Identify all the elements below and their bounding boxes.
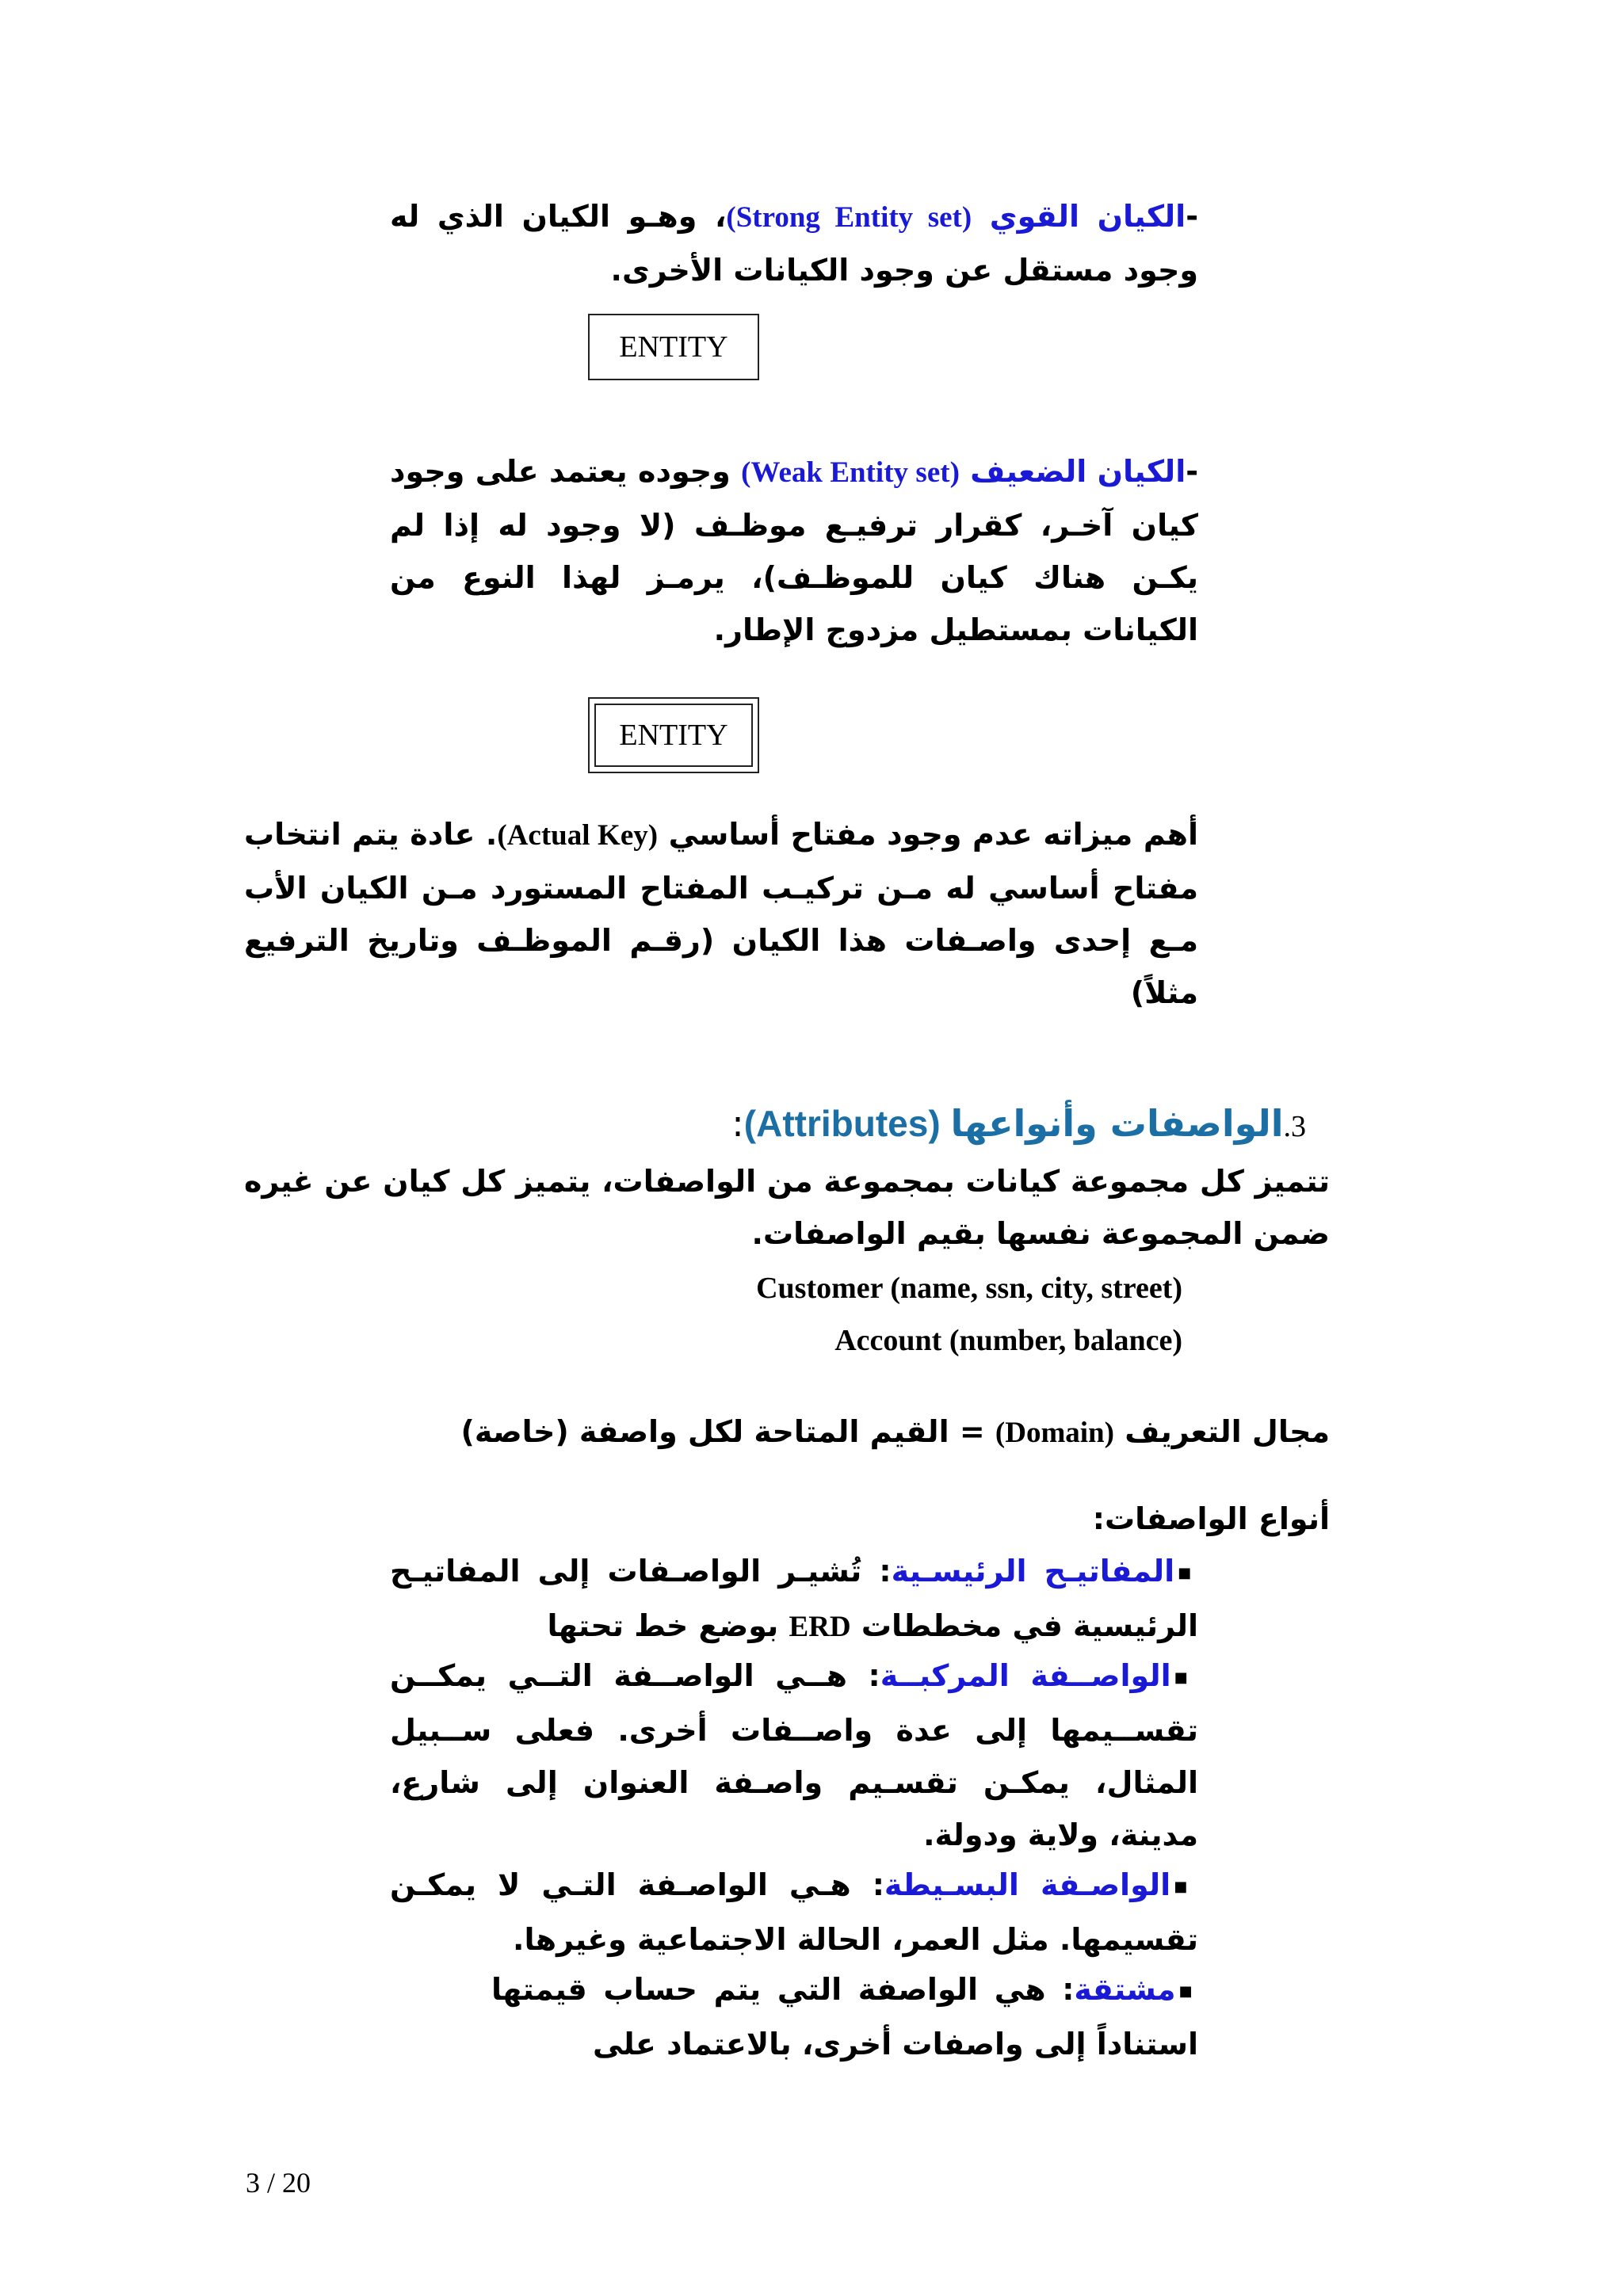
entity-box-label: ENTITY [619, 719, 728, 752]
section-number: 3. [1283, 1110, 1306, 1143]
domain-definition [244, 1405, 1330, 1459]
section-title: الواصفات وأنواعها [950, 1102, 1284, 1145]
intro-text: تتميز كل مجموعة كيانات بمجموعة من الواصفات، يتميز كل كيان عن غيره ضمن المجموعة نفسها بقيم الواصفات. [244, 1164, 1330, 1251]
square-bullet-icon: ■ [1174, 1669, 1198, 1686]
domain-text-b: = القيم المتاحة لكل واصفة (خاصة) [460, 1414, 995, 1449]
strong-entity-english: (Strong Entity set) [726, 201, 972, 234]
weak-key-text-b: . عادة يتم انتخاب مفتاح أساسي له مـن تركيـب المفتاح المستورد مـن الكيان الأب مـع إحدى واصـفات هذا الكيان (رقـم الموظـف وتاريخ الترفيع مثلاً) [244, 817, 1198, 1010]
domain-english: (Domain) [995, 1417, 1114, 1449]
example-account: Account (number, balance) [834, 1324, 1182, 1357]
weak-entity-english: (Weak Entity set) [741, 456, 960, 489]
bullet-item-simple [390, 1859, 1198, 1966]
bullet-term: مشتقة [1074, 1972, 1176, 2007]
bullet-text: : هـي الواصـفة التـي لا يمكـن تقسيمها. مثل العمر، الحالة الاجتماعية وغيرها. [390, 1867, 1198, 1957]
attributes-intro [244, 1155, 1330, 1260]
bullet-term: الواصــفة المركبــة [880, 1658, 1171, 1693]
bullet-term: المفاتيـح الرئيسـية [891, 1554, 1175, 1589]
square-bullet-icon: ■ [1178, 1564, 1198, 1581]
page-number: 3 / 20 [246, 2167, 311, 2199]
weak-entity-text: وجوده يعتمد على وجود كيان آخـر، كقرار ترفيـع موظـف (لا وجود له إذا لم يكـن هناك كيان للموظـف)، يرمـز لهذا النوع من الكيانات بمستطيل مزدوج الإطار. [390, 454, 1198, 647]
weak-key-text-a: أهم ميزاته عدم وجود مفتاح أساسي [658, 817, 1198, 852]
square-bullet-icon: ■ [1178, 1982, 1198, 2000]
weak-entity-key-paragraph [244, 808, 1198, 1019]
domain-text-a: مجال التعريف [1113, 1414, 1330, 1449]
bullet-text: : هــي الواصــفة التــي يمكــن تقســيمها إلى عدة واصــفات أخرى. فعلى ســبيل المثال، يمكـن تقسـيم واصـفة العنوان إلى شارع، مدينة، ولاية ودولة. [390, 1658, 1198, 1852]
section-heading [475, 1100, 1306, 1150]
bullet-text-b: بوضع خط تحتها [547, 1608, 789, 1643]
strong-entity-text: ، وهـو الكيان الذي له وجود مستقل عن وجود الكيانات الأخرى. [390, 199, 1198, 288]
entity-box-strong [588, 314, 759, 380]
bullet-item-composite [390, 1650, 1198, 1861]
strong-entity-paragraph [390, 190, 1198, 296]
strong-entity-term: الكيان القوي [989, 199, 1186, 234]
bullet-item-keys [390, 1545, 1198, 1653]
entity-box-weak [594, 704, 753, 767]
section-english: (Attributes) [743, 1103, 951, 1144]
square-bullet-icon: ■ [1174, 1878, 1199, 1895]
bullet-english: ERD [789, 1610, 851, 1643]
dash: - [1186, 199, 1198, 234]
example-customer: Customer (name, ssn, city, street) [756, 1272, 1182, 1305]
bullet-term: الواصـفة البسـيطة [884, 1867, 1171, 1902]
section-colon: : [731, 1102, 744, 1145]
weak-entity-paragraph [390, 445, 1198, 656]
dash: - [1186, 454, 1198, 489]
bullet-text: : هي الواصفة التي يتم حساب قيمتها استناداً إلى واصفات أخرى، بالاعتماد على [491, 1972, 1198, 2061]
attribute-types-title: أنواع الواصفات: [1092, 1501, 1330, 1536]
bullet-text: : تُشيـر الواصـفات إلى المفاتيـح الرئيسية في مخططات [390, 1554, 1198, 1643]
weak-entity-term: الكيان الضعيف [970, 454, 1186, 489]
weak-key-english: (Actual Key) [497, 819, 659, 852]
entity-box-label: ENTITY [619, 330, 728, 364]
bullet-item-derived [491, 1963, 1198, 2070]
